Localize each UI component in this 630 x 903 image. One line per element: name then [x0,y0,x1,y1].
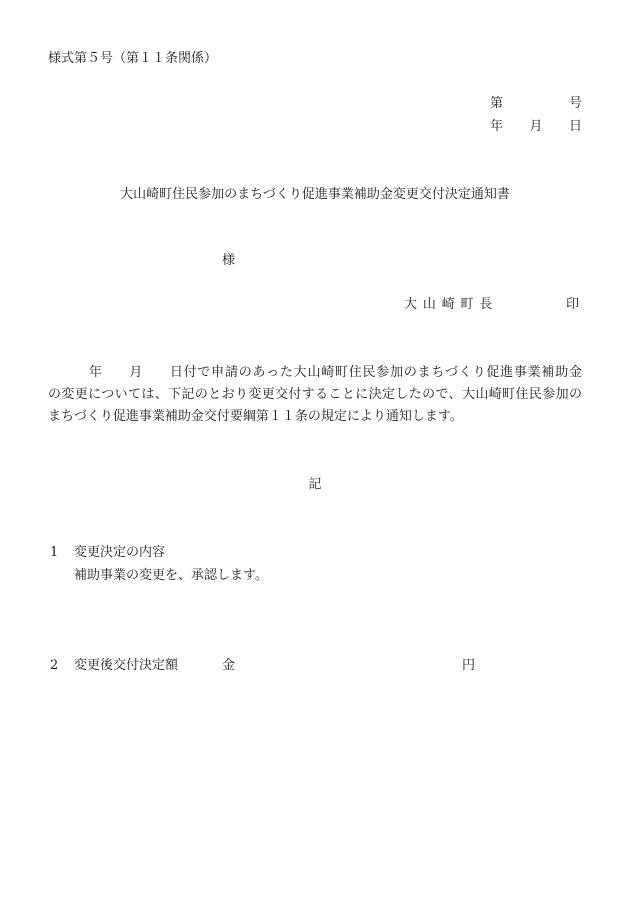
date-year: 年 [490,119,504,134]
item-2-number: 2 [50,658,59,673]
document-number [490,97,582,110]
body-line-2: の変更については、下記のとおり変更交付することに決定したので、大山崎町住民参加の [48,387,582,402]
body-line-1-rest: 日付で申請のあった大山崎町住民参加のまちづくり促進事業補助金 [169,365,582,380]
body-line-1 [48,362,582,384]
date-month: 月 [529,119,543,134]
number-prefix: 第 [490,96,504,111]
document-date [490,120,582,133]
date-day: 日 [568,119,582,134]
body-year: 年 [88,365,103,380]
item-2-amount-suffix: 円 [462,658,476,673]
item-1-number: 1 [50,545,59,560]
issuer-name: 大山崎町長 [404,297,499,312]
form-number: 様式第５号（第１１条関係） [48,51,218,66]
item-1-heading: 変更決定の内容 [74,545,166,560]
item-2-amount-prefix: 金 [222,658,236,673]
addressee-suffix: 様 [222,253,236,268]
seal-mark: 印 [566,297,580,312]
ki-heading: 記 [308,477,322,492]
body-month: 月 [128,365,144,380]
document-title: 大山崎町住民参加のまちづくり促進事業補助金変更交付決定通知書 [120,187,510,202]
item-2-heading: 変更後交付決定額 [74,658,179,673]
number-suffix: 号 [568,96,582,111]
item-1-text: 補助事業の変更を、承認します。 [74,568,268,583]
body-paragraph [48,362,582,428]
body-line-3: まちづくり促進事業補助金交付要綱第１１条の規定により通知します。 [48,409,463,424]
